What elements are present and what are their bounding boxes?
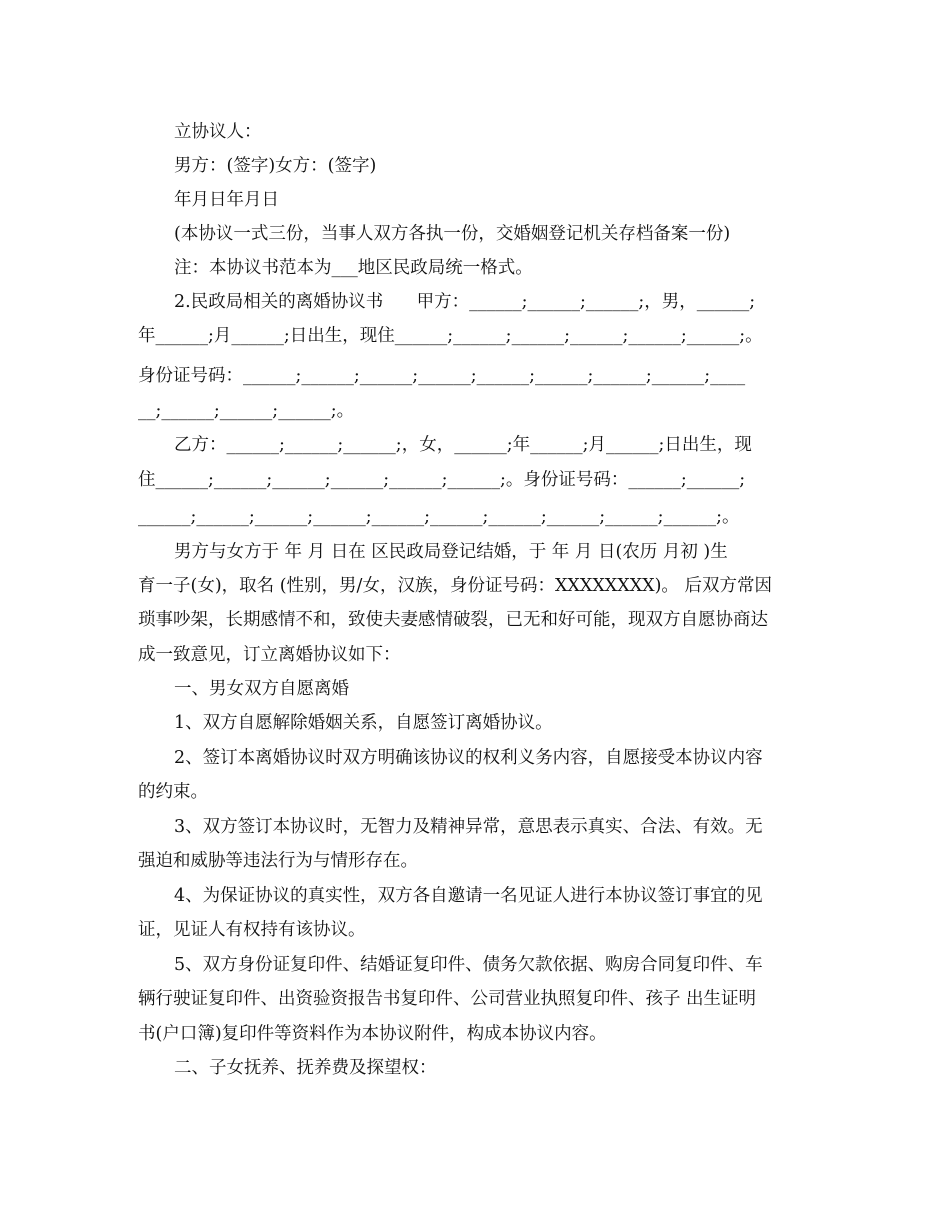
clause-5: 5、双方身份证复印件、结婚证复印件、债务欠款依据、购房合同复印件、车 <box>174 955 763 975</box>
paragraph-marriage-cont-2: 琐事吵架，长期感情不和，致使夫妻感情破裂，已无和好可能，现双方自愿协商达 <box>138 610 768 630</box>
paragraph-marriage-cont-1: 育一子(女)，取名 (性别，男/女，汉族，身份证号码：XXXXXXXX)。 后双方常因 <box>138 576 772 596</box>
section-two-heading: 二、子女抚养、抚养费及探望权： <box>174 1058 437 1078</box>
clause-5-cont-2: 书(户口簿)复印件等资料作为本协议附件，构成本协议内容。 <box>138 1024 607 1044</box>
section-heading-2: 2.民政局相关的离婚协议书 甲方：______;______;______;，男，______; <box>174 292 756 312</box>
clause-3-cont: 强迫和威胁等违法行为与情形存在。 <box>138 851 418 871</box>
clause-3: 3、双方签订本协议时，无智力及精神异常，意思表示真实、合法、有效。无 <box>174 817 763 837</box>
paragraph-marriage: 男方与女方于 年 月 日在 区民政局登记结婚，于 年 月 日(农历 月初 )生 <box>174 542 728 562</box>
party-b-line: 乙方：______;______;______;，女，______;年______;月______;日出生，现 <box>174 435 752 455</box>
template-note: 注：本协议书范本为___地区民政局统一格式。 <box>174 258 533 278</box>
party-b-id-line: ______;______;______;______;______;______;______;______;______;______;。 <box>138 507 740 527</box>
party-a-birth-line: 年______;月______;日出生，现住______;______;______;______;______;______;。 <box>138 326 763 346</box>
clause-1: 1、双方自愿解除婚姻关系，自愿签订离婚协议。 <box>174 713 553 733</box>
clause-2-cont: 的约束。 <box>138 782 208 802</box>
party-b-address-line: 住______;______;______;______;______;______;。身份证号码：______;______; <box>138 470 746 490</box>
copies-note: (本协议一式三份，当事人双方各执一份，交婚姻登记机关存档备案一份) <box>174 224 731 244</box>
signature-line: 男方：(签字)女方：(签字) <box>174 156 377 176</box>
clause-4-cont: 证，见证人有权持有该协议。 <box>138 920 366 940</box>
signatories-heading: 立协议人： <box>174 122 262 142</box>
clause-5-cont-1: 辆行驶证复印件、出资验资报告书复印件、公司营业执照复印件、孩子 出生证明 <box>138 989 757 1009</box>
party-a-id-line-cont: __;______;______;______;。 <box>138 401 355 421</box>
section-one-heading: 一、男女双方自愿离婚 <box>174 679 349 699</box>
date-line: 年月日年月日 <box>174 190 279 210</box>
party-a-id-line: 身份证号码：______;______;______;______;______;______;______;______;____ <box>138 366 746 386</box>
clause-4: 4、为保证协议的真实性，双方各自邀请一名见证人进行本协议签订事宜的见 <box>174 886 763 906</box>
clause-2: 2、签订本离婚协议时双方明确该协议的权利义务内容，自愿接受本协议内容 <box>174 748 763 768</box>
paragraph-marriage-cont-3: 成一致意见，订立离婚协议如下： <box>138 645 401 665</box>
